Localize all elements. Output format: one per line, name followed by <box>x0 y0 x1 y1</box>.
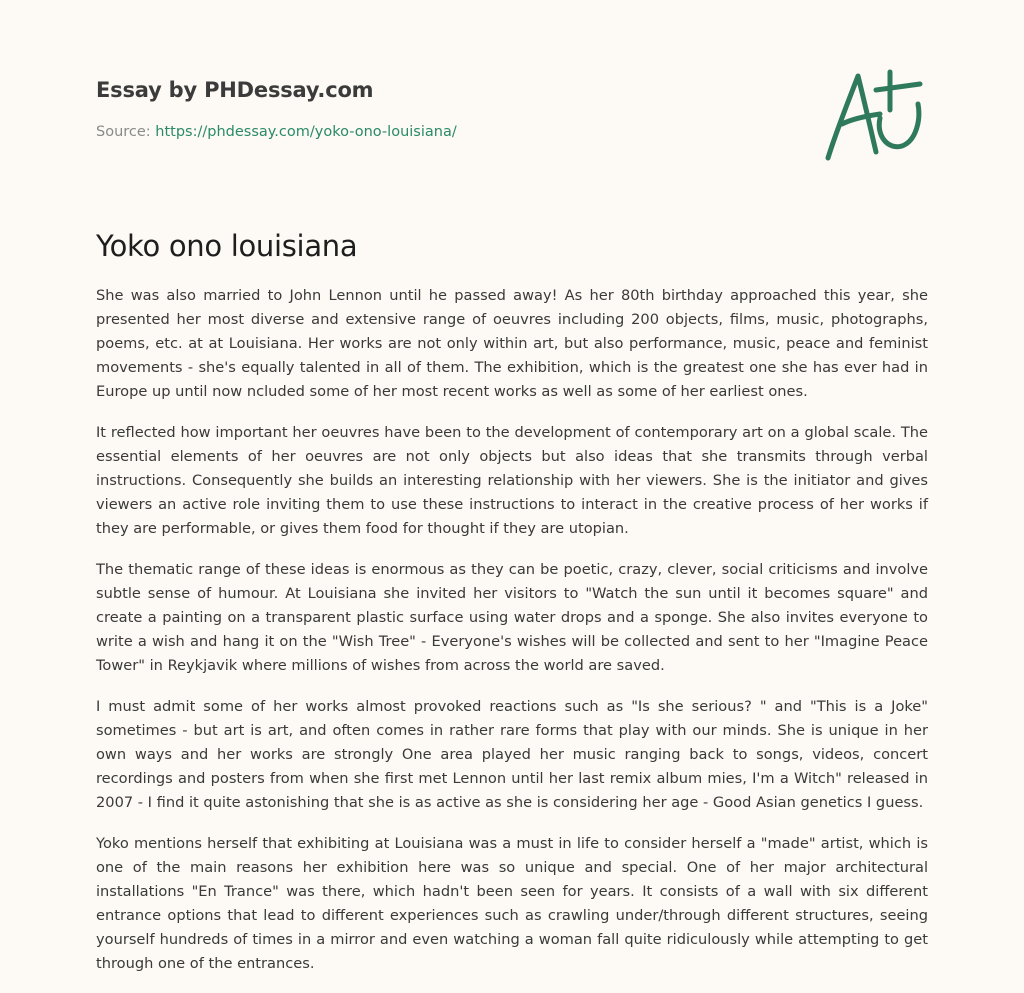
page-header <box>96 76 696 142</box>
article-title: Yoko ono louisiana <box>96 229 358 263</box>
source-line <box>96 122 696 142</box>
article-paragraph: I must admit some of her works almost provoked reactions such as "Is she serious? " and "This is a Joke" sometimes - but art is art, and often comes in rather rare forms that play with our minds. She is unique in her own ways and her works are strongly One area played her music ranging back to songs, videos, concert recordings and posters from when she first met Lennon until her last remix album mies, I'm a Witch" released in 2007 - I find it quite astonishing that she is as active as she is considering her age - Good Asian genetics I guess. <box>96 698 928 811</box>
article-paragraph: Yoko mentions herself that exhibiting at Louisiana was a must in life to consider herself a "made" artist, which is one of the main reasons her exhibition here was so unique and special. One of her major architectural installations "En Trance" was there, which hadn't been seen for years. It consists of a wall with six different entrance options that lead to different experiences such as crawling under/through different structures, seeing yourself hundreds of times in a mirror and even watching a woman fall quite ridiculously while attempting to get through one of the entrances. <box>96 835 928 972</box>
article-body <box>96 284 928 993</box>
article-paragraph: The thematic range of these ideas is enormous as they can be poetic, crazy, clever, social criticisms and involve subtle sense of humour. At Louisiana she invited her visitors to "Watch the sun until it becomes square" and create a painting on a transparent plastic surface using water drops and a sponge. She also invites everyone to write a wish and hang it on the "Wish Tree" - Everyone's wishes will be collected and sent to her "Imagine Peace Tower" in Reykjavik where millions of wishes from across the world are saved. <box>96 561 928 674</box>
article-paragraph: She was also married to John Lennon until he passed away! As her 80th birthday approached this year, she presented her most diverse and extensive range of oeuvres including 200 objects, films, music, photographs, poems, etc. at at Louisiana. Her works are not only within art, but also performance, music, peace and feminist movements - she's equally talented in all of them. The exhibition, which is the greatest one she has ever had in Europe up until now ncluded some of her most recent works as well as some of her earliest ones. <box>96 287 928 400</box>
source-link[interactable]: https://phdessay.com/yoko-ono-louisiana/ <box>155 124 457 140</box>
a-plus-grade-icon <box>820 66 928 166</box>
article-paragraph: It reflected how important her oeuvres have been to the development of contemporary art on a global scale. The essential elements of her oeuvres are not only objects but also ideas that she transmits through verbal instructions. Consequently she builds an interesting relationship with her viewers. She is the initiator and gives viewers an active role inviting them to use these instructions to interact in the creative process of her works if they are performable, or gives them food for thought if they are utopian. <box>96 424 928 537</box>
source-label: Source: <box>96 124 156 140</box>
site-brand: Essay by PHDessay.com <box>96 78 374 102</box>
